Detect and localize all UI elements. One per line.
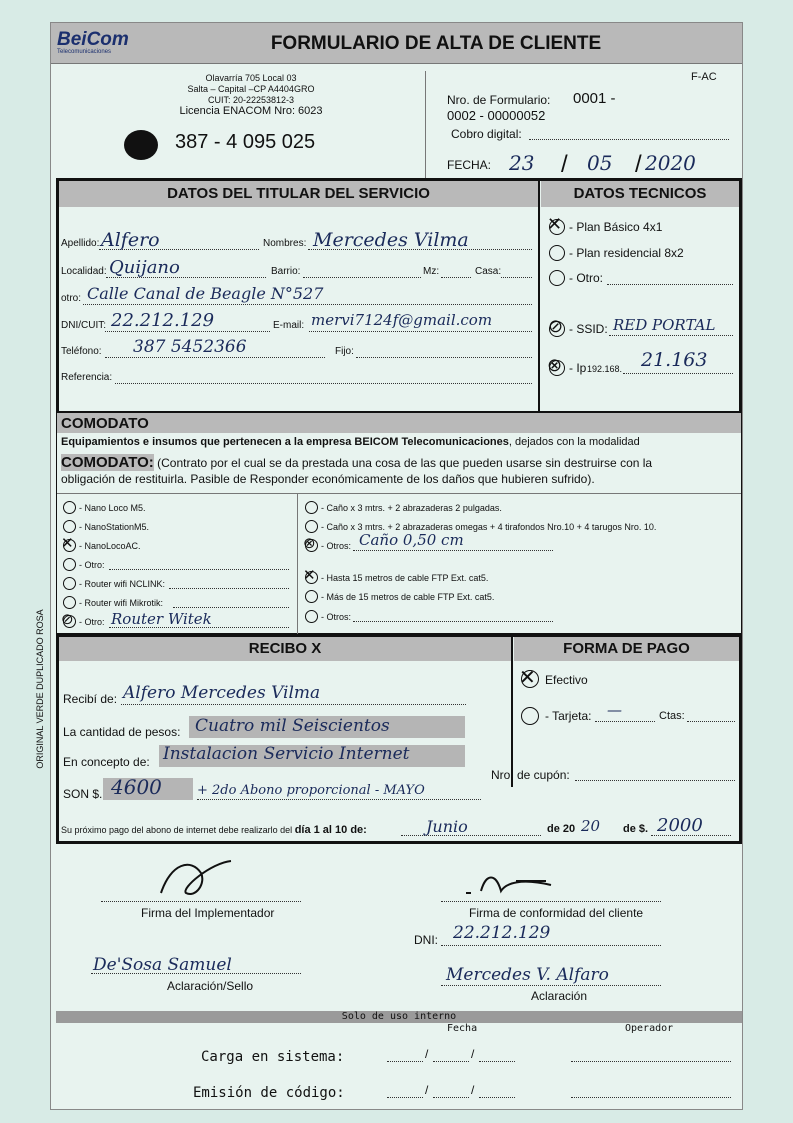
plan-residencial-radio[interactable] (549, 245, 565, 261)
ctas-label: Ctas: (659, 710, 685, 722)
logo: BeiCom Telecomunicaciones (57, 29, 129, 55)
interno-operador: Operador (625, 1023, 674, 1034)
cano-2-pulgadas-radio[interactable] (305, 501, 318, 514)
interno-header: Solo de uso interno (56, 1011, 742, 1023)
form-number-value-2: 0002 - 00000052 (447, 108, 546, 123)
recibo-section (56, 634, 742, 844)
emision-sep-1: / (425, 1083, 429, 1097)
emision-sep-2: / (471, 1083, 475, 1097)
ip-prefix: 192.168. (587, 364, 623, 374)
router-mikrotik-radio[interactable] (63, 596, 76, 609)
signature-implementador (151, 853, 241, 903)
form-number-value: 0001 - (573, 90, 616, 107)
cano-omegas-radio[interactable] (305, 520, 318, 533)
barrio-label: Barrio: (271, 266, 301, 277)
comodato-intro: Equipamientos e insumos que pertenecen a la empresa BEICOM Telecomunicaciones, dejados con la modalidad (61, 436, 640, 448)
fijo-label: Fijo: (335, 346, 354, 357)
otro-2-label: - Otro: (79, 617, 105, 627)
cantidad-value[interactable]: Cuatro mil Seiscientos (195, 716, 390, 736)
comodato-desc: COMODATO: (Contrato por el cual se da prestada una cosa de las que pueden usarse sin destruirse con la obligación de restituirla. Pasible de Responder económicamente de los daños que hubieren sufrido). (61, 454, 653, 486)
dni-firma-label: DNI: (414, 933, 438, 947)
referencia-label: Referencia: (61, 372, 113, 383)
fecha-year: 2020 (645, 151, 696, 175)
fecha-sep-2: / (635, 151, 642, 178)
otro-label: otro: (61, 293, 82, 304)
comodato-header (57, 413, 741, 433)
recibi-label: Recibí de: (63, 692, 118, 706)
router-mikrotik-label: - Router wifi Mikrotik: (79, 598, 164, 608)
aclaracion-label: Aclaración (531, 989, 588, 1003)
otro-2-value[interactable]: Router Witek (111, 610, 212, 628)
signature-cliente (461, 863, 561, 903)
whatsapp-icon (124, 130, 158, 160)
son-value[interactable]: 4600 (111, 775, 162, 799)
dni-label: DNI/CUIT: (61, 320, 106, 331)
check-mark-icon: ✕ (303, 566, 316, 584)
telefono-value[interactable]: 387 5452366 (133, 337, 247, 357)
otro-1-label: - Otro: (79, 560, 105, 570)
otro-plan-label: - Otro: (569, 271, 604, 285)
de20-label: de 20 (547, 823, 576, 835)
concepto-label: En concepto de: (63, 755, 150, 769)
titular-divider (538, 181, 540, 411)
ssid-label: - SSID: (569, 322, 608, 336)
carga-sep-1: / (425, 1047, 429, 1061)
check-mark-icon: ⊗ (547, 355, 563, 376)
check-mark-icon: ✕ (61, 534, 74, 552)
fac-code: F-AC (691, 71, 717, 83)
ip-label: - Ip (569, 361, 587, 375)
carga-label: Carga en sistema: (201, 1049, 345, 1065)
emision-label: Emisión de código: (193, 1085, 345, 1101)
interno-fecha: Fecha (447, 1023, 478, 1034)
cable-mas-15m-radio[interactable] (305, 590, 318, 603)
address-block: Olavarría 705 Local 03 Salta – Capital –CP A4404GRO CUIT: 20-22253812-3 Licencia ENACOM Nro: 6023 (179, 73, 323, 117)
check-mark-icon: ✕ (519, 665, 536, 689)
otros-cable-radio[interactable] (305, 610, 318, 623)
router-nclink-label: - Router wifi NCLINK: (79, 579, 166, 589)
nanoloco-ac-label: - NanoLocoAC. (79, 541, 141, 551)
cantidad-label: La cantidad de pesos: (63, 725, 181, 739)
otro-1-radio[interactable] (63, 558, 76, 571)
header-divider (425, 71, 426, 179)
concepto-value[interactable]: Instalacion Servicio Internet (163, 744, 410, 764)
ssid-value[interactable]: RED PORTAL (613, 316, 716, 334)
recibo-header: RECIBO X (59, 637, 511, 661)
fecha-sep-1: / (561, 151, 568, 178)
check-mark-icon: ⊘ (61, 610, 74, 628)
aclaracion-sello-label: Aclaración/Sello (167, 979, 254, 993)
son-extra[interactable]: + 2do Abono proporcional - MAYO (197, 783, 425, 798)
cable-15m-label: - Hasta 15 metros de cable FTP Ext. cat5. (321, 573, 489, 583)
form-number-label: Nro. de Formulario: (447, 93, 551, 107)
check-mark-icon: ✕ (547, 214, 563, 235)
de20-value[interactable]: 20 (581, 817, 601, 835)
localidad-value[interactable]: Quijano (109, 257, 180, 278)
tarjeta-radio[interactable] (521, 707, 539, 725)
cupon-label: Nro. de cupón: (491, 768, 570, 782)
conformidad-label: Firma de conformidad del cliente (469, 906, 644, 920)
tarjeta-value[interactable]: — (607, 701, 622, 719)
email-label: E-mail: (273, 320, 305, 331)
tecnicos-header: DATOS TECNICOS (541, 181, 739, 207)
nano-loco-m5-label: - Nano Loco M5. (79, 503, 146, 513)
cable-mas-15m-label: - Más de 15 metros de cable FTP Ext. cat5. (321, 592, 495, 602)
efectivo-label: Efectivo (545, 673, 588, 687)
apellido-value[interactable]: Alfero (101, 229, 160, 251)
cobro-digital-label: Cobro digital: (451, 127, 522, 141)
monto-value[interactable]: 2000 (657, 815, 703, 836)
otros-cano-label: - Otros: (321, 541, 352, 551)
recibi-value[interactable]: Alfero Mercedes Vilma (123, 683, 321, 703)
aclaracion-value[interactable]: Mercedes V. Alfaro (446, 965, 609, 985)
cano-omegas-label: - Caño x 3 mtrs. + 2 abrazaderas omegas + 4 tirafondos Nro.10 + 4 tarugos Nro. 10. (321, 522, 657, 532)
dni-value[interactable]: 22.212.129 (111, 310, 215, 331)
page-title: FORMULARIO DE ALTA DE CLIENTE (270, 33, 602, 54)
carga-sep-2: / (471, 1047, 475, 1061)
telefono-label: Teléfono: (61, 346, 102, 357)
plan-basico-label: - Plan Básico 4x1 (569, 220, 663, 234)
nano-loco-m5-radio[interactable] (63, 501, 76, 514)
localidad-label: Localidad: (61, 266, 107, 277)
otros-cable-label: - Otros: (321, 612, 352, 622)
casa-label: Casa: (475, 266, 502, 277)
proximo-pago: Su próximo pago del abono de internet debe realizarlo del día 1 al 10 de: (61, 824, 367, 836)
nanostation-m5-label: - NanoStationM5. (79, 522, 150, 532)
dni-firma-value[interactable]: 22.212.129 (453, 923, 551, 943)
aclaracion-sello-value[interactable]: De'Sosa Samuel (93, 955, 232, 975)
email-value[interactable]: mervi7124f@gmail.com (311, 311, 493, 329)
pago-header: FORMA DE PAGO (514, 637, 739, 661)
fecha-label: FECHA: (447, 158, 492, 172)
fecha-month: 05 (587, 151, 613, 175)
proximo-mes[interactable]: Junio (426, 817, 468, 836)
apellido-label: Apellido: (61, 238, 100, 249)
plan-residencial-label: - Plan residencial 8x2 (569, 246, 684, 260)
implementador-label: Firma del Implementador (141, 906, 275, 920)
check-mark-icon: ⊘ (548, 316, 564, 337)
otros-cano-value[interactable]: Caño 0,50 cm (359, 531, 464, 549)
cano-2-pulgadas-label: - Caño x 3 mtrs. + 2 abrazaderas 2 pulgadas. (321, 503, 502, 513)
form-page (50, 22, 743, 1110)
otro-plan-radio[interactable] (549, 270, 565, 286)
comodato-right-column (298, 493, 741, 634)
otro-value[interactable]: Calle Canal de Beagle N°527 (87, 284, 324, 303)
router-nclink-radio[interactable] (63, 577, 76, 590)
recibo-divider (511, 637, 513, 787)
nanostation-m5-radio[interactable] (63, 520, 76, 533)
comodato-title: COMODATO (61, 415, 149, 432)
monto-label: de $. (623, 823, 649, 835)
ip-value[interactable]: 21.163 (641, 349, 708, 371)
check-mark-icon: ⊗ (303, 534, 316, 552)
phone-number: 387 - 4 095 025 (175, 131, 316, 153)
son-label: SON $. (63, 787, 103, 801)
tarjeta-label: - Tarjeta: (545, 709, 592, 723)
nombres-label: Nombres: (263, 238, 307, 249)
titular-header: DATOS DEL TITULAR DEL SERVICIO (59, 181, 538, 207)
fecha-day: 23 (509, 151, 535, 175)
nombres-value[interactable]: Mercedes Vilma (313, 229, 469, 251)
mz-label: Mz: (423, 266, 440, 277)
